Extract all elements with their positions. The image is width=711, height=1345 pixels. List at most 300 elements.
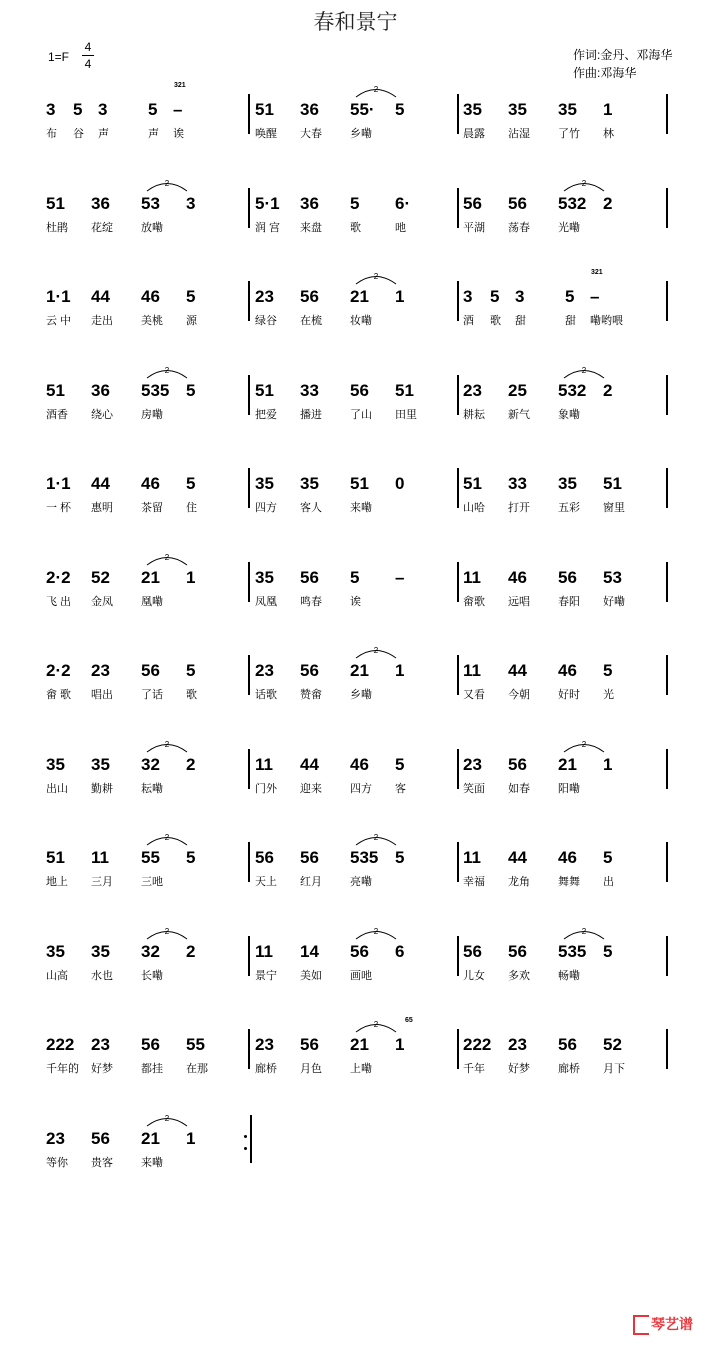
lyric: 迎来 xyxy=(300,782,322,795)
note: 532 xyxy=(558,193,587,213)
note: 56 xyxy=(463,193,482,213)
lyric: 晨露 xyxy=(463,128,485,140)
measure xyxy=(463,926,658,992)
bar-line xyxy=(457,749,459,789)
note: 51 xyxy=(46,193,65,213)
bar-line xyxy=(666,188,668,228)
tie-arc xyxy=(354,832,394,844)
lyric: 好梦 xyxy=(508,1063,530,1075)
measure xyxy=(255,474,450,524)
lyric: 上嘞 xyxy=(350,1063,372,1075)
note: 14 xyxy=(300,941,319,961)
lyric: 千年的 xyxy=(46,1063,79,1075)
note: 5 xyxy=(186,380,196,400)
note: 46 xyxy=(350,754,369,774)
tie-number: 2 xyxy=(581,365,587,375)
measure xyxy=(463,269,658,337)
lyric: 了山 xyxy=(350,408,372,421)
measure xyxy=(46,926,241,992)
bar-line xyxy=(666,281,668,321)
site-logo xyxy=(633,1314,693,1335)
bar-line xyxy=(248,655,250,695)
lyric: 月色 xyxy=(300,1063,322,1075)
bar-line xyxy=(248,281,250,321)
bar-line xyxy=(248,842,250,882)
note: 222 xyxy=(46,1035,75,1054)
note: 5 xyxy=(603,848,613,867)
lyric: 又看 xyxy=(463,689,485,701)
note: 32 xyxy=(141,754,160,774)
bar-line xyxy=(248,1029,250,1069)
tie-arc xyxy=(354,1019,394,1031)
note: 56 xyxy=(558,567,577,587)
lyric: 畲歌 xyxy=(463,595,485,608)
lyric: 出山 xyxy=(46,782,68,795)
lyric: 出 xyxy=(603,876,614,888)
tie-number: 2 xyxy=(373,272,379,281)
note: 21 xyxy=(350,661,369,680)
note: 53 xyxy=(603,567,622,587)
lyric: 在梳 xyxy=(300,315,322,327)
tie-arc xyxy=(354,645,394,657)
note: 53 xyxy=(141,193,160,213)
lyric: 林 xyxy=(603,128,614,140)
lyric: 美桃 xyxy=(141,315,163,327)
note: 56 xyxy=(91,1128,110,1148)
lyric: 在那 xyxy=(186,1063,208,1075)
note: 35 xyxy=(46,754,65,774)
lyric: 播进 xyxy=(300,408,322,421)
lyric: 歌 xyxy=(350,221,361,234)
lyric: 四方 xyxy=(350,782,372,795)
measure xyxy=(463,474,658,524)
note: 11 xyxy=(463,848,481,867)
bar-line xyxy=(666,655,668,695)
note: 51 xyxy=(350,474,369,493)
note: 5 xyxy=(186,287,196,306)
bar-line xyxy=(457,188,459,228)
lyric: 贵客 xyxy=(91,1156,113,1169)
bar-line xyxy=(666,375,668,415)
lyric: 谷 xyxy=(73,128,84,140)
measure xyxy=(46,474,241,524)
lyric: 今朝 xyxy=(508,689,530,701)
note: 35 xyxy=(508,100,527,119)
note: 2 xyxy=(603,193,613,213)
note: 56 xyxy=(300,567,319,587)
bar-line xyxy=(248,375,250,415)
lyric: 凤凰 xyxy=(255,595,277,608)
note: 56 xyxy=(300,287,319,306)
lyric: 妆嘞 xyxy=(350,315,372,327)
lyric: 来盘 xyxy=(300,221,322,234)
bar-line xyxy=(457,655,459,695)
tie-arc xyxy=(145,926,185,938)
note: 52 xyxy=(91,567,110,587)
note: 6· xyxy=(395,193,411,213)
note: – xyxy=(395,567,405,587)
note: 51 xyxy=(255,100,274,119)
note: 56 xyxy=(141,1035,160,1054)
lyric: 乡嘞 xyxy=(350,128,372,140)
bar-line xyxy=(666,1029,668,1069)
note: 1·1 xyxy=(46,287,71,306)
lyric: 都挂 xyxy=(141,1063,163,1075)
measure xyxy=(46,552,241,618)
tie-arc xyxy=(145,552,185,564)
lyric: 笑面 xyxy=(463,782,485,795)
lyric: 凰嘞 xyxy=(141,595,163,608)
note: 2 xyxy=(186,941,196,961)
note: 5 xyxy=(148,100,158,119)
bar-line xyxy=(248,188,250,228)
lyric: 源 xyxy=(186,315,197,327)
lyric: 酒香 xyxy=(46,408,68,421)
note: 44 xyxy=(508,848,527,867)
measure xyxy=(46,287,241,337)
note: 23 xyxy=(255,661,274,680)
lyric: 好时 xyxy=(558,689,580,701)
note: 1·1 xyxy=(46,474,71,493)
note: 5 xyxy=(603,661,613,680)
measure xyxy=(463,100,658,150)
note: 56 xyxy=(558,1035,577,1054)
measure xyxy=(255,833,450,898)
lyric: 赞畲 xyxy=(300,689,322,701)
bar-line xyxy=(666,936,668,976)
bar-line xyxy=(457,936,459,976)
measure xyxy=(255,926,450,992)
tie-arc xyxy=(354,271,394,283)
score-row xyxy=(0,365,711,431)
lyric: 茶留 xyxy=(141,502,163,514)
lyric: 耘嘞 xyxy=(141,782,163,795)
measure xyxy=(463,1035,658,1085)
bar-line xyxy=(457,562,459,602)
lyric: 水也 xyxy=(91,969,113,982)
note: 35 xyxy=(91,754,110,774)
lyric: 客人 xyxy=(300,502,322,514)
lyric: 光 xyxy=(603,689,614,701)
tie-number: 2 xyxy=(373,646,379,655)
lyric: 一 杯 xyxy=(46,502,72,514)
note: 44 xyxy=(300,754,319,774)
note: 1 xyxy=(603,754,613,774)
lyric: 好嘞 xyxy=(603,595,625,608)
measure xyxy=(255,85,450,150)
note: 11 xyxy=(463,661,481,680)
lyric: 五彩 xyxy=(558,502,580,514)
note: 5 xyxy=(186,474,196,493)
tie-number: 2 xyxy=(164,365,170,375)
note: 535 xyxy=(558,941,587,961)
note: 5 xyxy=(490,287,500,306)
score-row xyxy=(0,926,711,992)
tie-arc xyxy=(354,926,394,938)
tie-arc xyxy=(562,739,602,751)
note: 56 xyxy=(463,941,482,961)
lyric: 勤耕 xyxy=(91,782,113,795)
note: 51 xyxy=(46,380,65,400)
tie-number: 2 xyxy=(581,739,587,749)
lyric: 三月 xyxy=(91,876,113,888)
lyric: 多欢 xyxy=(508,969,530,982)
tie-arc xyxy=(145,739,185,751)
note: 36 xyxy=(300,100,319,119)
lyric: 云 中 xyxy=(46,315,72,327)
tie-number: 2 xyxy=(373,85,379,94)
lyric: 打开 xyxy=(508,502,530,514)
note: 23 xyxy=(463,380,482,400)
note: 5 xyxy=(395,100,405,119)
note: – xyxy=(173,100,183,119)
note: 51 xyxy=(463,474,482,493)
bar-line xyxy=(666,562,668,602)
lyric: 山高 xyxy=(46,969,68,982)
note: 1 xyxy=(395,1035,405,1054)
lyric: 金凤 xyxy=(91,595,113,608)
note: 44 xyxy=(91,287,110,306)
grace-note: 321 xyxy=(591,269,603,276)
grace-note: 65 xyxy=(405,1017,413,1024)
note: 56 xyxy=(255,848,274,867)
note: 56 xyxy=(300,848,319,867)
note: 5 xyxy=(395,848,405,867)
tie-arc xyxy=(145,832,185,844)
measure xyxy=(255,755,450,805)
lyric: 布 xyxy=(46,128,57,140)
note: 2·2 xyxy=(46,567,71,587)
note: 46 xyxy=(141,474,160,493)
note: 3 xyxy=(46,100,56,119)
note: 11 xyxy=(255,941,273,961)
note: 5·1 xyxy=(255,193,280,213)
bar-line xyxy=(457,94,459,134)
note: 56 xyxy=(350,380,369,400)
note: 1 xyxy=(186,1128,196,1148)
lyric: 甜 xyxy=(515,315,526,327)
measure xyxy=(463,661,658,711)
tie-number: 2 xyxy=(164,552,170,562)
lyric: 客 xyxy=(395,782,406,795)
measure xyxy=(46,365,241,431)
lyric: 绕心 xyxy=(91,408,113,421)
note: 51 xyxy=(395,380,414,400)
note: 35 xyxy=(558,100,577,119)
note: 44 xyxy=(508,661,527,680)
lyric: 绿谷 xyxy=(255,315,277,327)
repeat-dot xyxy=(244,1147,247,1150)
note: 51 xyxy=(603,474,622,493)
tie-number: 2 xyxy=(373,1020,379,1029)
lyric: 亮嘞 xyxy=(350,876,372,888)
note: 11 xyxy=(91,848,109,867)
note: 36 xyxy=(91,380,110,400)
grace-note: 321 xyxy=(174,82,186,89)
lyric: 润 宫 xyxy=(255,221,281,234)
lyricist-credit: 作词:金丹、邓海华 xyxy=(573,48,673,62)
meter-top: 4 xyxy=(84,40,92,54)
measure xyxy=(255,381,450,431)
bar-line xyxy=(248,749,250,789)
note: 5 xyxy=(186,848,196,867)
lyric: 廊桥 xyxy=(558,1063,580,1075)
tie-number: 2 xyxy=(164,926,170,936)
measure xyxy=(46,82,241,150)
measure xyxy=(255,1017,450,1085)
lyric: 平湖 xyxy=(463,221,485,234)
note: 55· xyxy=(350,100,375,119)
tie-arc xyxy=(354,84,394,96)
score-row xyxy=(0,474,711,524)
note: 11 xyxy=(255,754,273,774)
score-row xyxy=(0,646,711,711)
lyric: 飞 出 xyxy=(46,595,72,608)
score-row xyxy=(0,178,711,244)
lyric: 地上 xyxy=(46,876,68,888)
logo-mark-icon xyxy=(633,1315,649,1335)
bar-line xyxy=(666,749,668,789)
lyric: 龙角 xyxy=(508,876,530,888)
lyric: 嘞哟喂 xyxy=(590,315,623,327)
note: 33 xyxy=(300,380,319,400)
note: 1 xyxy=(186,567,196,587)
note: 56 xyxy=(508,754,527,774)
note: 21 xyxy=(350,287,369,306)
note: 3 xyxy=(98,100,108,119)
note: 46 xyxy=(558,661,577,680)
lyric: 画吔 xyxy=(350,969,372,982)
note: 6 xyxy=(395,941,405,961)
repeat-dot xyxy=(244,1135,247,1138)
measure xyxy=(46,833,241,898)
note: 56 xyxy=(300,661,319,680)
bar-line xyxy=(666,842,668,882)
lyric: 耕耘 xyxy=(463,408,485,421)
lyric: 乡嘞 xyxy=(350,689,372,701)
bar-line xyxy=(457,375,459,415)
lyric: 房嘞 xyxy=(141,408,163,421)
note: 35 xyxy=(463,100,482,119)
note: 535 xyxy=(350,848,379,867)
note: 23 xyxy=(91,661,110,680)
lyric: 千年 xyxy=(463,1063,485,1075)
note: 23 xyxy=(255,287,274,306)
note: 56 xyxy=(508,193,527,213)
note: 32 xyxy=(141,941,160,961)
repeat-end-bar xyxy=(250,1115,252,1163)
note: 46 xyxy=(558,848,577,867)
note: 5 xyxy=(73,100,83,119)
score-row xyxy=(0,82,711,150)
lyric: 美如 xyxy=(300,969,322,982)
note: 5 xyxy=(395,754,405,774)
lyric: 廊桥 xyxy=(255,1063,277,1075)
note: 532 xyxy=(558,380,587,400)
score-row xyxy=(0,1017,711,1085)
key-signature: 1=F xyxy=(48,50,70,64)
bar-line xyxy=(248,94,250,134)
note: 0 xyxy=(395,474,405,493)
logo-text: 琴艺谱 xyxy=(651,1316,693,1332)
lyric: 景宁 xyxy=(255,969,277,982)
lyric: 儿女 xyxy=(463,969,485,982)
lyric: 鸣春 xyxy=(300,595,322,608)
tie-arc xyxy=(562,365,602,377)
note: 535 xyxy=(141,380,170,400)
measure xyxy=(463,848,658,898)
note: 1 xyxy=(603,100,613,119)
note: 2·2 xyxy=(46,661,71,680)
note: 23 xyxy=(255,1035,274,1054)
note: 23 xyxy=(91,1035,110,1054)
measure xyxy=(255,194,450,244)
tie-number: 2 xyxy=(164,833,170,842)
note: 5 xyxy=(350,193,360,213)
lyric: 来嘞 xyxy=(350,502,372,514)
measure xyxy=(46,1035,241,1085)
note: 35 xyxy=(300,474,319,493)
lyric: 声 xyxy=(98,128,109,140)
lyric: 惠明 xyxy=(91,502,113,514)
note: 5 xyxy=(603,941,613,961)
note: 2 xyxy=(186,754,196,774)
bar-line xyxy=(457,842,459,882)
note: 51 xyxy=(46,848,65,867)
note: 222 xyxy=(463,1035,492,1054)
lyric: 住 xyxy=(186,502,197,514)
measure xyxy=(255,568,450,618)
note: 23 xyxy=(508,1035,527,1054)
note: 56 xyxy=(141,661,160,680)
note: 56 xyxy=(508,941,527,961)
note: 55 xyxy=(186,1035,205,1054)
lyric: 天上 xyxy=(255,876,277,888)
lyric: 了竹 xyxy=(558,128,580,140)
lyric: 来嘞 xyxy=(141,1156,163,1169)
note: 25 xyxy=(508,380,527,400)
note: 21 xyxy=(141,1128,160,1148)
lyric: 舞舞 xyxy=(558,876,580,888)
song-title: 春和景宁 xyxy=(313,10,398,34)
bar-line xyxy=(248,936,250,976)
lyric: 荡春 xyxy=(508,221,530,234)
measure xyxy=(46,661,241,711)
measure xyxy=(46,1113,241,1179)
note: 35 xyxy=(558,474,577,493)
lyric: 等你 xyxy=(46,1156,68,1169)
note: 23 xyxy=(463,754,482,774)
note: 33 xyxy=(508,474,527,493)
lyric: 春阳 xyxy=(558,595,580,608)
note: 36 xyxy=(300,193,319,213)
measure xyxy=(463,568,658,618)
bar-line xyxy=(666,468,668,508)
meter-divider xyxy=(82,55,94,56)
lyric: 了话 xyxy=(141,689,163,701)
measure xyxy=(463,178,658,244)
lyric: 象嘞 xyxy=(558,408,580,421)
tie-number: 2 xyxy=(164,1113,170,1123)
note: 23 xyxy=(46,1128,65,1148)
note: 21 xyxy=(141,567,160,587)
lyric: 歌 xyxy=(490,315,501,327)
note: 3 xyxy=(515,287,525,306)
lyric: 好梦 xyxy=(91,1063,113,1075)
lyric: 田里 xyxy=(395,408,417,421)
lyric: 话歌 xyxy=(255,689,277,701)
note: 35 xyxy=(255,567,274,587)
